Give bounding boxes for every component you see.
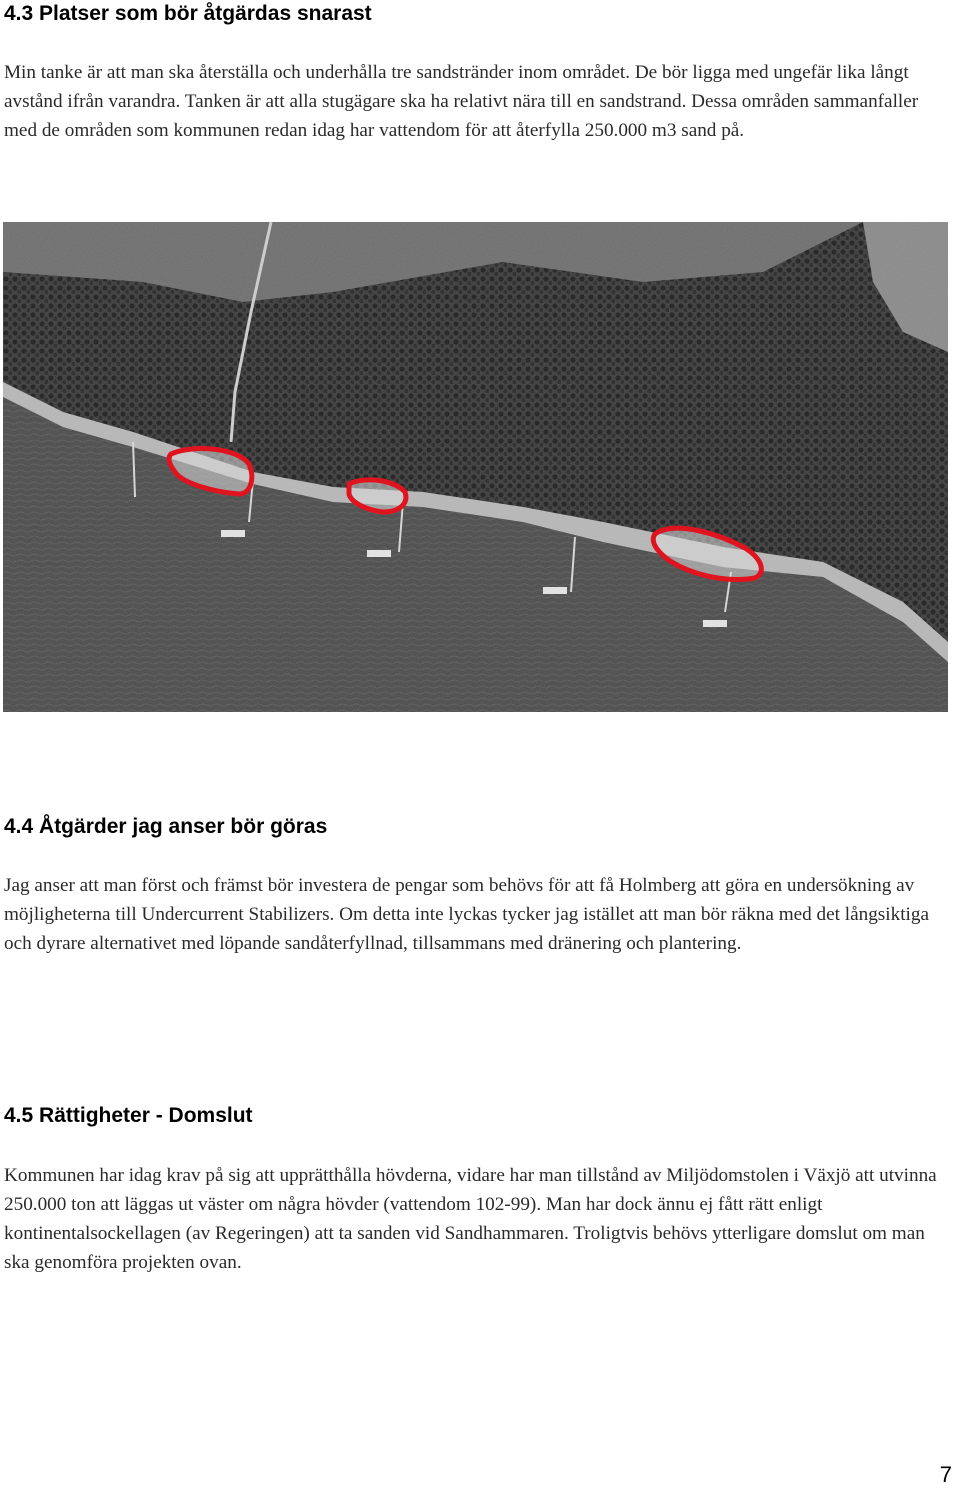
section-4-3-body: Min tanke är att man ska återställa och underhålla tre sandstränder inom området. De bör ligga med ungefär lika långt avstånd ifrån varandra. Tanken är att alla stugägare ska ha relativt nära till en sandstrand. Dessa områden sammanfaller med de områden som kommunen redan idag har vattendom för att återfylla 250.000 m3 sand på. — [4, 62, 919, 141]
section-4-5-heading: 4.5 Rättigheter - Domslut — [4, 1104, 253, 1127]
page-number: 7 — [939, 1462, 952, 1487]
section-4-5-body: Kommunen har idag krav på sig att upprätthålla hövderna, vidare har man tillstånd av Miljödomstolen i Växjö att utvinna 250.000 ton att läggas ut väster om några hövder (vattendom 102-99). Man har dock ännu ej fått rätt enligt kontinentalsockellagen (av Regeringen) att ta sanden vid Sandhammaren. Troligtvis behövs ytterligare domslut om man ska genomföra projekten ovan. — [4, 1165, 937, 1273]
photo-texture — [3, 222, 948, 712]
section-4-3-heading: 4.3 Platser som bör åtgärdas snarast — [4, 2, 372, 25]
aerial-photo — [3, 222, 948, 712]
section-4-4-heading: 4.4 Åtgärder jag anser bör göras — [4, 815, 328, 838]
section-4-4-body: Jag anser att man först och främst bör investera de pengar som behövs för att få Holmberg att göra en undersökning av möjligheterna till Undercurrent Stabilizers. Om detta inte lyckas tycker jag istället att man bör räkna med det långsiktiga och dyrare alternativet med löpande sandåterfyllnad, tillsammans med dränering och plantering. — [4, 875, 929, 954]
